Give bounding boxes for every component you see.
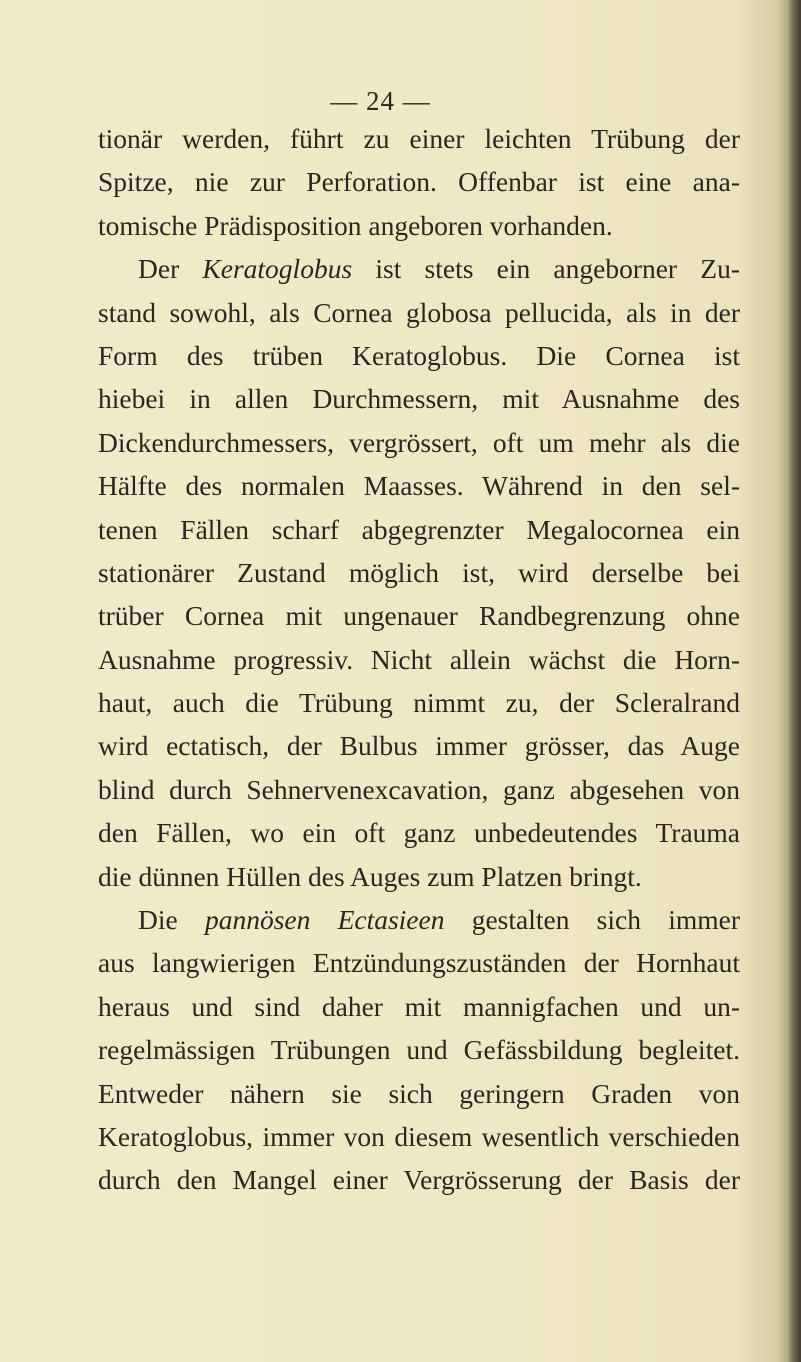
body-text <box>98 117 740 1202</box>
text-line-4-start: Der <box>138 253 203 285</box>
text-line-21: heraus und sind daher mit mannigfachen und un- <box>98 990 740 1022</box>
page-number: — 24 — <box>330 86 431 116</box>
text-line-19-start: Die <box>138 904 205 936</box>
text-line-22: regelmässigen Trübungen und Gefässbildung begleitet. <box>98 1034 740 1066</box>
text-line-12: trüber Cornea mit ungenauer Randbegrenzung ohne <box>98 600 740 632</box>
term-keratoglobus: Keratoglobus <box>202 253 353 285</box>
page-edge-shadow <box>787 0 801 1362</box>
text-line-4 <box>98 247 740 290</box>
text-line-6: Form des trüben Keratoglobus. Die Cornea ist <box>98 339 740 371</box>
text-line-10: tenen Fällen scharf abgegrenzter Megalocornea ein <box>98 513 740 545</box>
text-line-8: Dickendurchmessers, vergrössert, oft um mehr als die <box>98 426 740 458</box>
text-line-7: hiebei in allen Durchmessern, mit Ausnahme des <box>98 383 740 415</box>
text-line-24: Keratoglobus, immer von diesem wesentlich verschieden <box>98 1120 740 1152</box>
text-line-25: durch den Mangel einer Vergrösserung der Basis der <box>98 1164 740 1196</box>
term-pannoesen-ectasieen: pannösen Ectasieen <box>204 904 445 936</box>
text-line-1: tionär werden, führt zu einer leichten Trübung der <box>98 123 740 154</box>
text-line-20: aus langwierigen Entzündungszuständen der Hornhaut <box>98 947 740 979</box>
text-line-3: tomische Prädisposition angeboren vorhanden. <box>98 209 613 241</box>
text-line-5: stand sowohl, als Cornea globosa pellucida, als in der <box>98 296 740 328</box>
text-line-11: stationärer Zustand möglich ist, wird derselbe bei <box>98 556 740 588</box>
text-line-19-end: gestalten sich immer <box>444 904 740 936</box>
text-line-23: Entweder nähern sie sich geringern Graden von <box>98 1077 740 1109</box>
text-line-19 <box>98 898 740 941</box>
text-line-14: haut, auch die Trübung nimmt zu, der Scleralrand <box>98 687 740 719</box>
text-line-9: Hälfte des normalen Maasses. Während in den sel- <box>98 470 740 502</box>
text-line-13: Ausnahme progressiv. Nicht allein wächst die Horn- <box>98 643 740 675</box>
text-line-4-end: ist stets ein angeborner Zu- <box>352 253 740 285</box>
text-line-15: wird ectatisch, der Bulbus immer grösser, das Auge <box>98 730 740 762</box>
text-line-18: die dünnen Hüllen des Auges zum Platzen bringt. <box>98 860 642 892</box>
text-line-17: den Fällen, wo ein oft ganz unbedeutendes Trauma <box>98 817 740 849</box>
text-line-16: blind durch Sehnervenexcavation, ganz abgesehen von <box>98 773 740 805</box>
text-line-2: Spitze, nie zur Perforation. Offenbar ist eine ana- <box>98 166 740 198</box>
